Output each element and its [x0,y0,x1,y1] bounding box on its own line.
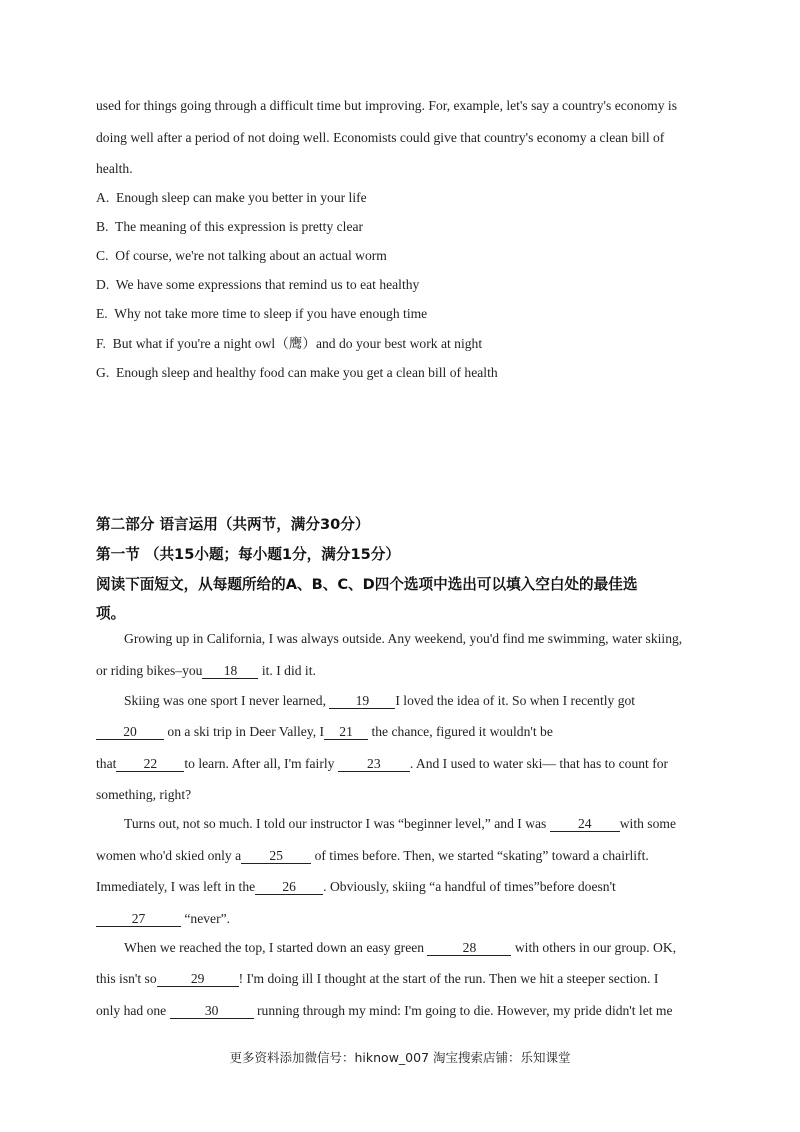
cloze-text: Turns out, not so much. I told our instructor I was “beginner level,” and I was [124,816,550,831]
option-d [96,276,704,294]
cloze-text: “never”. [181,911,231,926]
option-b [96,218,704,236]
option-a [96,189,704,207]
option-letter: F. [96,336,106,351]
cloze-line [96,910,704,928]
blank-23: 23 [338,756,410,772]
option-c [96,247,704,265]
blank-25: 25 [241,848,311,864]
blank-27: 27 [96,911,181,927]
cloze-text: . Obviously, skiing “a handful of times”before doesn't [323,879,616,894]
cloze-text: or riding bikes–you [96,663,203,678]
cloze-text: ! I'm doing ill I thought at the start of the run. Then we hit a steeper section. I [238,971,659,986]
option-text: Enough sleep can make you better in your life [116,190,367,205]
instruction-line: 项。 [96,605,126,622]
cloze-text: with others in our group. OK, [511,940,677,955]
cloze-line: Growing up in California, I was always outside. Any weekend, you'd find me swimming, water skiing, [124,631,683,646]
cloze-text: running through my mind: I'm going to die. However, my pride didn't let me [253,1003,673,1018]
option-e [96,305,704,323]
cloze-text: it. I did it. [258,663,316,678]
cloze-line [124,939,704,957]
passage-line: health. [96,161,133,176]
option-text: We have some expressions that remind us to eat healthy [115,277,420,292]
option-text: Of course, we're not talking about an actual worm [115,248,387,263]
cloze-line [96,723,704,741]
cloze-text: women who'd skied only a [96,848,242,863]
section-heading: 第一节 （共15小题；每小题1分，满分15分） [96,546,400,563]
option-text: Why not take more time to sleep if you have enough time [114,306,428,321]
cloze-text: with some [619,816,676,831]
option-text: Enough sleep and healthy food can make you get a clean bill of health [116,365,498,380]
cloze-text: of times before. Then, we started “skating” toward a chairlift. [311,848,649,863]
blank-29: 29 [157,971,239,987]
blank-22: 22 [116,756,184,772]
blank-24: 24 [550,816,620,832]
cloze-line [96,970,704,988]
option-letter: B. [96,219,109,234]
cloze-line [124,692,704,710]
option-letter: A. [96,190,110,205]
blank-21: 21 [324,724,368,740]
option-letter: C. [96,248,109,263]
cloze-line [96,847,704,865]
cloze-text: only had one [96,1003,170,1018]
cloze-line [96,662,704,680]
option-letter: E. [96,306,108,321]
cloze-text: on a ski trip in Deer Valley, I [164,724,325,739]
cloze-line [96,878,704,896]
cloze-line: something, right? [96,787,192,802]
passage-line: used for things going through a difficult time but improving. For, example, let's say a country's economy is [96,98,677,113]
cloze-text: Immediately, I was left in the [96,879,256,894]
cloze-text: . And I used to water ski— that has to count for [409,756,669,771]
cloze-line [96,755,704,773]
option-text: But what if you're a night owl（鹰）and do your best work at night [112,336,483,351]
cloze-text: that [96,756,117,771]
cloze-line [96,1002,704,1020]
blank-28: 28 [427,940,511,956]
page-footer: 更多资料添加微信号：hiknow_007 淘宝搜索店铺：乐知课堂 [229,1050,571,1065]
cloze-text: When we reached the top, I started down an easy green [124,940,428,955]
blank-19: 19 [329,693,395,709]
instruction-line: 阅读下面短文，从每题所给的A、B、C、D四个选项中选出可以填入空白处的最佳选 [96,576,638,593]
blank-26: 26 [255,879,323,895]
cloze-text: this isn't so [96,971,157,986]
blank-30: 30 [170,1003,254,1019]
cloze-text: to learn. After all, I'm fairly [184,756,338,771]
cloze-text: Skiing was one sport I never learned, [124,693,330,708]
option-text: The meaning of this expression is pretty clear [115,219,364,234]
cloze-line [124,815,704,833]
part-heading: 第二部分 语言运用（共两节，满分30分） [96,516,370,533]
option-f [96,335,704,353]
blank-20: 20 [96,724,164,740]
option-g [96,364,704,382]
option-letter: G. [96,365,110,380]
passage-line: doing well after a period of not doing well. Economists could give that country's economy a clean bill of [96,130,665,145]
cloze-text: I loved the idea of it. So when I recently got [395,693,636,708]
option-letter: D. [96,277,110,292]
blank-18: 18 [202,663,258,679]
cloze-text: the chance, figured it wouldn't be [368,724,553,739]
